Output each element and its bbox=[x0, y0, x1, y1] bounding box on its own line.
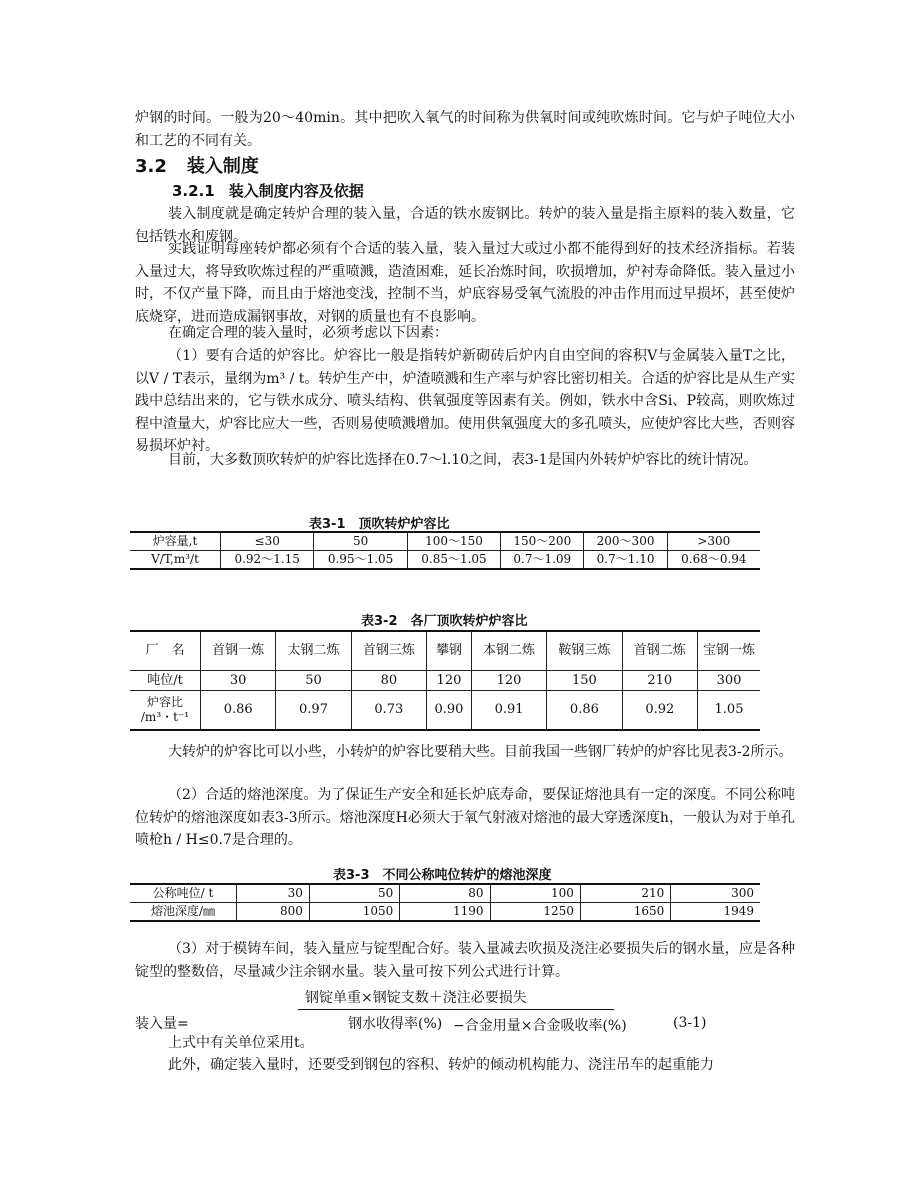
table-cell: 0.90 bbox=[427, 691, 472, 731]
table-cell: 0.73 bbox=[351, 691, 426, 731]
table-cell: 首钢三炼 bbox=[351, 631, 426, 671]
table-cell bbox=[130, 691, 201, 731]
formula-numerator: 钢锭单重×钢锭支数＋浇注必要损失 bbox=[305, 990, 527, 1006]
table-row bbox=[130, 631, 760, 671]
subsection-heading bbox=[172, 180, 364, 201]
table-cell: 公称吨位/ t bbox=[130, 884, 237, 903]
table-cell: 太钢二炼 bbox=[276, 631, 351, 671]
table-cell: 100～150 bbox=[407, 532, 500, 551]
paragraph-ratio: （1）要有合适的炉容比。炉容比一般是指转炉新砌砖后炉内自由空间的容积V与金属装入量T之比，以V / T表示，量纲为m³ / t。转炉生产中，炉渣喷溅和生产率与炉容比密切相关。合适的炉容比是从生产实践中总结出来的，它与铁水成分、喷头结构、供氧强度等因素有关。例如，铁水中含Si、P较高，则吹炼过程中渣量大，炉容比应大一些，否则易使喷溅增加。使用供氧强度大的多孔喷头，应使炉容比大些，否则容易损坏炉衬。 bbox=[135, 348, 795, 454]
equation-number: (3-1) bbox=[673, 1015, 707, 1031]
table-cell: 80 bbox=[351, 671, 426, 691]
table-cell: 鞍钢三炼 bbox=[547, 631, 622, 671]
table-3-caption: 表3-3 不同公称吨位转炉的熔池深度 bbox=[333, 868, 552, 883]
charge-formula bbox=[135, 987, 795, 1037]
table-cell: 0.95～1.05 bbox=[314, 551, 407, 570]
table-cell: 0.7～1.10 bbox=[584, 551, 667, 570]
table-cell: 0.86 bbox=[201, 691, 276, 731]
table-cell: V/T,m³/t bbox=[130, 551, 221, 570]
table-cell: 1190 bbox=[400, 903, 490, 922]
table-row bbox=[130, 691, 760, 731]
table-row bbox=[130, 532, 760, 551]
table-cell: 本钢二炼 bbox=[471, 631, 546, 671]
table-cell: 首钢二炼 bbox=[622, 631, 697, 671]
subsection-title: 装入制度内容及依据 bbox=[228, 182, 364, 200]
table-cell: 0.85～1.05 bbox=[407, 551, 500, 570]
paragraph-further: 此外，确定装入量时，还要受到钢包的容积、转炉的倾动机构能力、浇注吊车的起重能力 bbox=[168, 1057, 714, 1073]
table-cell: 1.05 bbox=[698, 691, 761, 731]
table-cell: 厂 名 bbox=[130, 631, 201, 671]
table-cell: 1949 bbox=[671, 903, 760, 922]
table-cell: 1050 bbox=[309, 903, 399, 922]
table-cell: 0.68～0.94 bbox=[667, 551, 760, 570]
section-title: 装入制度 bbox=[186, 156, 259, 177]
table-cell: 150 bbox=[547, 671, 622, 691]
table-cell: 30 bbox=[237, 884, 310, 903]
table-cell: 1250 bbox=[490, 903, 580, 922]
ratio-label: 炉容比 bbox=[146, 695, 183, 709]
paragraph-casting: （3）对于模铸车间，装入量应与锭型配合好。装入量减去吹损及浇注必要损失后的钢水量，应是各种锭型的整数倍，尽量减少注余钢水量。装入量可按下列公式进行计算。 bbox=[135, 941, 795, 980]
table-2-caption: 表3-2 各厂顶吹转炉炉容比 bbox=[361, 614, 528, 629]
table-2 bbox=[130, 630, 760, 731]
table-cell: 炉容量,t bbox=[130, 532, 221, 551]
table-cell: 0.97 bbox=[276, 691, 351, 731]
paragraph-practice: 实践证明每座转炉都必须有个合适的装入量，装入量过大或过小都不能得到好的技术经济指标。若装入量过大，将导致吹炼过程的严重喷溅，造渣困难，延长冶炼时间，吹损增加，炉衬寿命降低。装入量过小时，不仅产量下降，而且由于熔池变浅，控制不当，炉底容易受氧气流股的冲击作用而过早损坏，甚至使炉底烧穿，进而造成漏钢事故，对钢的质量也有不良影响。 bbox=[135, 241, 795, 325]
formula-rhs: −合金用量×合金吸收率(%) bbox=[453, 1018, 627, 1034]
table-1-caption: 表3-1 顶吹转炉炉容比 bbox=[309, 517, 450, 532]
table-cell: 30 bbox=[201, 671, 276, 691]
section-heading bbox=[135, 152, 259, 178]
table-cell: 100 bbox=[490, 884, 580, 903]
ratio-unit: /m³・t⁻¹ bbox=[140, 710, 190, 724]
formula-denominator: 钢水收得率(%) bbox=[348, 1016, 443, 1032]
table-cell: 首钢一炼 bbox=[201, 631, 276, 671]
table-cell: 熔池深度/㎜ bbox=[130, 903, 237, 922]
table-cell: 300 bbox=[698, 671, 761, 691]
table-cell: 吨位/t bbox=[130, 671, 201, 691]
table-cell: 0.86 bbox=[547, 691, 622, 731]
table-cell: 50 bbox=[314, 532, 407, 551]
fraction-bar bbox=[298, 1009, 614, 1010]
table-cell: 50 bbox=[309, 884, 399, 903]
table-cell: 0.7～1.09 bbox=[501, 551, 584, 570]
table-row bbox=[130, 671, 760, 691]
table-1 bbox=[130, 531, 760, 570]
table-cell: 800 bbox=[237, 903, 310, 922]
table-cell: 攀钢 bbox=[427, 631, 472, 671]
paragraph-units: 上式中有关单位采用t。 bbox=[168, 1035, 314, 1051]
paragraph-ratio-range: 目前，大多数顶吹转炉的炉容比选择在0.7～l.10之间，表3-1是国内外转炉炉容比的统计情况。 bbox=[168, 452, 758, 468]
table-cell: 200～300 bbox=[584, 532, 667, 551]
formula-lhs: 装入量= bbox=[135, 1016, 189, 1032]
paragraph-bath-depth: （2）合适的熔池深度。为了保证生产安全和延长炉底寿命，要保证熔池具有一定的深度。不同公称吨位转炉的熔池深度如表3-3所示。熔池深度H必须大于氧气射液对熔池的最大穿透深度h，一般认为对于单孔喷枪h / H≤0.7是合理的。 bbox=[135, 787, 795, 848]
table-row bbox=[130, 551, 760, 570]
paragraph-factors: 在确定合理的装入量时，必须考虑以下因素： bbox=[168, 325, 448, 341]
table-cell: 120 bbox=[427, 671, 472, 691]
table-3 bbox=[130, 883, 760, 922]
section-number: 3.2 bbox=[135, 156, 167, 177]
table-cell: 0.92～1.15 bbox=[221, 551, 314, 570]
paragraph-blow-time: 炉钢的时间。一般为20～40min。其中把吹入氧气的时间称为供氧时间或纯吹炼时间。它与炉子吨位大小和工艺的不同有关。 bbox=[135, 110, 795, 149]
table-cell: 0.91 bbox=[471, 691, 546, 731]
table-cell: >300 bbox=[667, 532, 760, 551]
paragraph-definition: 装入制度就是确定转炉合理的装入量，合适的铁水废钢比。转炉的装入量是指主原料的装入数量，它包括铁水和废钢。 bbox=[135, 206, 795, 245]
table-cell: 210 bbox=[622, 671, 697, 691]
table-cell: 1650 bbox=[580, 903, 670, 922]
table-cell: 80 bbox=[400, 884, 490, 903]
table-cell: 宝钢一炼 bbox=[698, 631, 761, 671]
table-cell: 210 bbox=[580, 884, 670, 903]
table-cell: 50 bbox=[276, 671, 351, 691]
paragraph-large-small: 大转炉的炉容比可以小些，小转炉的炉容比要稍大些。目前我国一些钢厂转炉的炉容比见表3-2所示。 bbox=[168, 744, 793, 760]
table-cell: 120 bbox=[471, 671, 546, 691]
table-cell: 0.92 bbox=[622, 691, 697, 731]
table-cell: 300 bbox=[671, 884, 760, 903]
table-row bbox=[130, 884, 760, 903]
subsection-number: 3.2.1 bbox=[172, 182, 215, 200]
table-cell: ≤30 bbox=[221, 532, 314, 551]
table-cell: 150～200 bbox=[501, 532, 584, 551]
table-row bbox=[130, 903, 760, 922]
